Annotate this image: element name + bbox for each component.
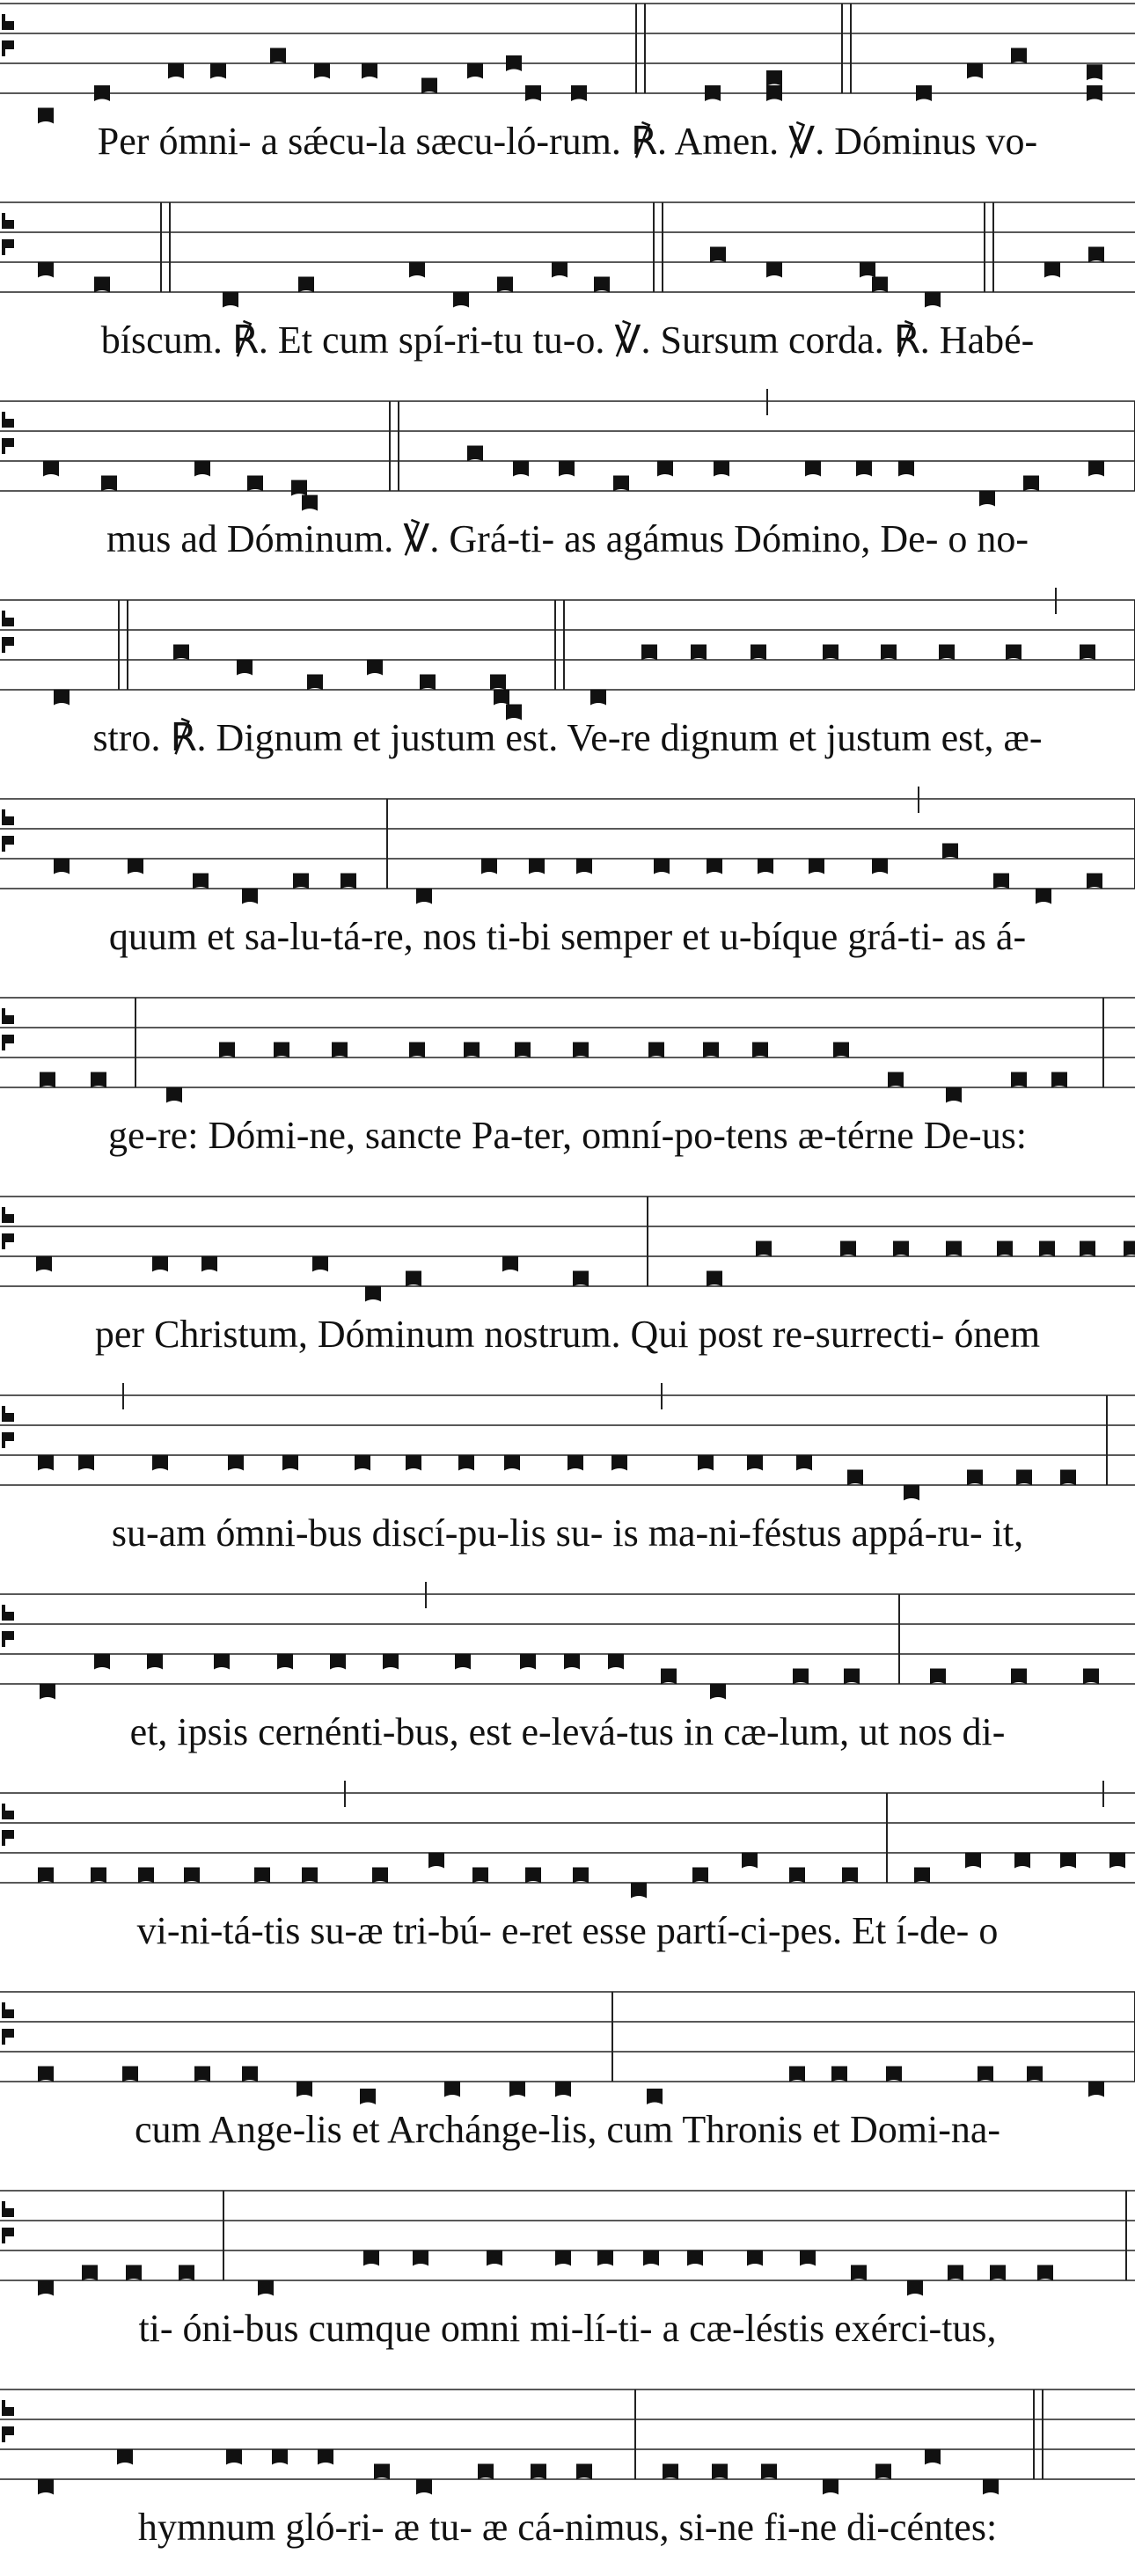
punctum-note: [513, 461, 529, 477]
staff-system: [0, 787, 1135, 904]
lyric-line-5: quum et sa-lu-tá-re, nos ti-bi semper et u-bíque grá-ti- as á-: [108, 915, 1027, 958]
punctum-note: [1087, 64, 1102, 80]
staff-system: [0, 1582, 1135, 1700]
punctum-note: [1039, 1241, 1055, 1257]
punctum-note: [687, 2250, 703, 2266]
punctum-note: [1016, 1470, 1032, 1486]
punctum-note: [1044, 262, 1060, 278]
c-clef-icon: [2, 2201, 14, 2243]
punctum-note: [590, 690, 606, 706]
punctum-note: [272, 2449, 288, 2465]
punctum-note: [355, 1455, 370, 1471]
punctum-note: [226, 2449, 242, 2465]
punctum-note: [793, 1669, 809, 1685]
lyric-line-9: et, ipsis cernénti-bus, est e-levá-tus in cæ-lum, ut nos di-: [129, 1710, 1006, 1753]
punctum-note: [714, 461, 729, 477]
punctum-note: [91, 1072, 106, 1088]
punctum-note: [247, 476, 263, 492]
punctum-note: [242, 2067, 258, 2082]
punctum-note: [705, 85, 721, 101]
punctum-note: [1037, 2265, 1053, 2281]
punctum-note: [1027, 2067, 1043, 2082]
punctum-note: [487, 2250, 502, 2266]
punctum-note: [214, 1654, 230, 1670]
punctum-note: [555, 2082, 571, 2097]
punctum-note: [38, 262, 54, 278]
punctum-note: [94, 1654, 110, 1670]
punctum-note: [481, 859, 497, 875]
punctum-note: [330, 1654, 346, 1670]
punctum-note: [416, 2479, 432, 2495]
punctum-note: [789, 1868, 805, 1884]
punctum-note: [608, 1654, 624, 1670]
punctum-note: [925, 2449, 941, 2465]
punctum-note: [506, 55, 522, 71]
punctum-note: [168, 63, 184, 79]
punctum-note: [631, 1883, 647, 1899]
punctum-note: [997, 1241, 1013, 1257]
punctum-note: [875, 2464, 891, 2480]
staff-system: [0, 1992, 1135, 2104]
punctum-note: [1080, 1241, 1095, 1257]
punctum-note: [314, 63, 330, 79]
punctum-note: [805, 461, 821, 477]
punctum-note: [573, 1868, 589, 1884]
punctum-note: [36, 1256, 52, 1272]
punctum-note: [948, 2265, 963, 2281]
punctum-note: [907, 2280, 923, 2296]
c-clef-icon: [2, 1207, 14, 1249]
lyric-line-10: vi-ni-tá-tis su-æ tri-bú- e-ret esse partí-ci-pes. Et í-de- o: [136, 1909, 999, 1952]
lyric-line-13: hymnum gló-ri- æ tu- æ cá-nimus, si-ne fi-ne di-céntes:: [137, 2506, 998, 2549]
punctum-note: [529, 859, 545, 875]
punctum-note: [502, 1256, 518, 1272]
punctum-note: [383, 1654, 399, 1670]
punctum-note: [467, 446, 483, 462]
punctum-note: [515, 1043, 531, 1058]
punctum-note: [219, 1043, 235, 1058]
punctum-note: [340, 874, 356, 889]
punctum-note: [1124, 1241, 1135, 1257]
punctum-note: [413, 2250, 428, 2266]
punctum-note: [766, 70, 782, 86]
punctum-note: [210, 63, 226, 79]
punctum-note: [228, 1455, 244, 1471]
punctum-note: [888, 1072, 904, 1088]
punctum-note: [657, 461, 673, 477]
punctum-note: [568, 1455, 583, 1471]
punctum-note: [576, 859, 592, 875]
punctum-note: [942, 844, 958, 860]
punctum-note: [710, 1684, 726, 1700]
c-clef-icon: [2, 412, 14, 454]
punctum-note: [416, 889, 432, 904]
staff-system: [0, 588, 1135, 721]
punctum-note: [409, 262, 425, 278]
punctum-note: [201, 1256, 217, 1272]
punctum-note: [242, 889, 258, 904]
punctum-note: [993, 874, 1009, 889]
punctum-note: [710, 247, 726, 263]
punctum-note: [904, 1485, 919, 1501]
punctum-note: [490, 675, 506, 691]
punctum-note: [789, 2067, 805, 2082]
punctum-note: [707, 1271, 722, 1287]
punctum-note: [365, 1286, 381, 1302]
punctum-note: [978, 2067, 993, 2082]
punctum-note: [833, 1043, 849, 1058]
punctum-note: [823, 645, 838, 661]
c-clef-icon: [2, 14, 14, 56]
punctum-note: [147, 1654, 163, 1670]
staff-system: [0, 389, 1135, 511]
staff-system: [0, 2191, 1135, 2296]
punctum-note: [291, 480, 307, 496]
punctum-note: [712, 2464, 728, 2480]
punctum-note: [223, 292, 238, 308]
punctum-note: [464, 1043, 480, 1058]
punctum-note: [318, 2449, 333, 2465]
punctum-note: [916, 85, 932, 101]
punctum-note: [38, 1868, 54, 1884]
punctum-note: [152, 1256, 168, 1272]
c-clef-icon: [2, 2400, 14, 2442]
punctum-note: [872, 859, 888, 875]
punctum-note: [504, 1455, 520, 1471]
punctum-note: [946, 1087, 962, 1103]
punctum-note: [362, 63, 377, 79]
punctum-note: [531, 2464, 546, 2480]
punctum-note: [128, 859, 143, 875]
punctum-note: [54, 859, 70, 875]
punctum-note: [752, 1043, 768, 1058]
punctum-note: [691, 645, 707, 661]
punctum-note: [1060, 1470, 1076, 1486]
punctum-note: [43, 461, 59, 477]
punctum-note: [420, 675, 436, 691]
punctum-note: [194, 2067, 210, 2082]
punctum-note: [573, 1043, 589, 1058]
punctum-note: [856, 461, 872, 477]
punctum-note: [1036, 889, 1051, 904]
punctum-note: [297, 2082, 312, 2097]
punctum-note: [194, 461, 210, 477]
punctum-note: [1080, 645, 1095, 661]
punctum-note: [796, 1455, 812, 1471]
punctum-note: [1060, 1853, 1076, 1869]
punctum-note: [1006, 645, 1022, 661]
punctum-note: [1083, 1669, 1099, 1685]
punctum-note: [886, 2067, 902, 2082]
punctum-note: [101, 476, 117, 492]
punctum-note: [611, 1455, 627, 1471]
punctum-note: [761, 2464, 777, 2480]
punctum-note: [1088, 247, 1104, 263]
c-clef-icon: [2, 213, 14, 255]
punctum-note: [293, 874, 309, 889]
punctum-note: [312, 1256, 328, 1272]
punctum-note: [860, 262, 875, 278]
punctum-note: [1011, 1072, 1027, 1088]
punctum-note: [302, 1868, 318, 1884]
punctum-note: [428, 1853, 444, 1869]
punctum-note: [573, 1271, 589, 1287]
punctum-note: [478, 2464, 494, 2480]
punctum-note: [1087, 85, 1102, 101]
lyric-line-1: Per ómni- a sǽcu-la sæcu-ló-rum. ℟. Amen. ℣. Dóminus vo-: [97, 120, 1038, 163]
lyric-line-12: ti- óni-bus cumque omni mi-lí-ti- a cæ-léstis exérci-tus,: [138, 2307, 997, 2350]
punctum-note: [641, 645, 657, 661]
punctum-note: [939, 645, 955, 661]
punctum-note: [406, 1455, 421, 1471]
punctum-note: [82, 2265, 98, 2281]
punctum-note: [363, 2250, 379, 2266]
punctum-note: [94, 85, 110, 101]
punctum-note: [374, 2464, 390, 2480]
punctum-note: [455, 1654, 471, 1670]
punctum-note: [193, 874, 209, 889]
punctum-note: [571, 85, 587, 101]
punctum-note: [990, 2265, 1006, 2281]
punctum-note: [893, 1241, 909, 1257]
lyric-line-3: mus ad Dóminum. ℣. Grá-ti- as agámus Dómino, De- o no-: [106, 517, 1029, 560]
punctum-note: [898, 461, 914, 477]
punctum-note: [367, 660, 383, 676]
punctum-note: [1087, 874, 1102, 889]
c-clef-icon: [2, 1008, 14, 1050]
punctum-note: [166, 1087, 182, 1103]
punctum-note: [930, 1669, 946, 1685]
punctum-note: [122, 2067, 138, 2082]
punctum-note: [847, 1470, 863, 1486]
punctum-note: [751, 645, 766, 661]
punctum-note: [258, 2280, 274, 2296]
staff-system: [0, 4, 1135, 124]
punctum-note: [758, 859, 773, 875]
punctum-note: [1023, 476, 1039, 492]
punctum-note: [332, 1043, 348, 1058]
punctum-note: [707, 859, 722, 875]
punctum-note: [946, 1241, 962, 1257]
punctum-note: [525, 85, 541, 101]
punctum-note: [184, 1868, 200, 1884]
punctum-note: [559, 461, 575, 477]
punctum-note: [851, 2265, 867, 2281]
punctum-note: [421, 78, 437, 94]
punctum-note: [576, 2464, 592, 2480]
punctum-note: [277, 1654, 293, 1670]
punctum-note: [823, 2479, 838, 2495]
punctum-note: [747, 1455, 763, 1471]
punctum-note: [1088, 2082, 1104, 2097]
punctum-note: [38, 2479, 54, 2495]
punctum-note: [564, 1654, 580, 1670]
staff-system: [0, 2389, 1135, 2495]
punctum-note: [844, 1669, 860, 1685]
punctum-note: [831, 2067, 847, 2082]
punctum-note: [756, 1241, 772, 1257]
staff-system: [0, 1781, 1135, 1899]
punctum-note: [914, 1868, 930, 1884]
punctum-note: [597, 2250, 613, 2266]
punctum-note: [979, 491, 995, 507]
c-clef-icon: [2, 2002, 14, 2045]
punctum-note: [173, 645, 189, 661]
punctum-note: [91, 1868, 106, 1884]
staff-system: [0, 202, 1135, 308]
punctum-note: [1051, 1072, 1067, 1088]
punctum-note: [613, 476, 629, 492]
punctum-note: [38, 2280, 54, 2296]
punctum-note: [179, 2265, 194, 2281]
punctum-note: [663, 2464, 678, 2480]
punctum-note: [594, 277, 610, 293]
punctum-note: [800, 2250, 816, 2266]
c-clef-icon: [2, 1804, 14, 1846]
punctum-note: [497, 277, 513, 293]
punctum-note: [648, 1043, 664, 1058]
punctum-note: [872, 277, 888, 293]
punctum-note: [525, 1868, 541, 1884]
c-clef-icon: [2, 1605, 14, 1647]
punctum-note: [842, 1868, 858, 1884]
punctum-note: [372, 1868, 388, 1884]
punctum-note: [409, 1043, 425, 1058]
punctum-note: [138, 1868, 154, 1884]
lyric-line-7: per Christum, Dóminum nostrum. Qui post re-surrecti- ónem: [94, 1313, 1041, 1356]
staff-system: [0, 1383, 1135, 1501]
lyric-line-2: bíscum. ℟. Et cum spí-ri-tu tu-o. ℣. Sursum corda. ℟. Habé-: [100, 318, 1035, 362]
punctum-note: [298, 277, 314, 293]
punctum-note: [40, 1684, 55, 1700]
punctum-note: [78, 1455, 94, 1471]
punctum-note: [126, 2265, 142, 2281]
punctum-note: [742, 1853, 758, 1869]
punctum-note: [766, 85, 782, 101]
c-clef-icon: [2, 611, 14, 653]
punctum-note: [881, 645, 897, 661]
punctum-note: [472, 1868, 488, 1884]
punctum-note: [809, 859, 824, 875]
punctum-note: [38, 1455, 54, 1471]
punctum-note: [766, 262, 782, 278]
punctum-note: [1109, 1853, 1125, 1869]
punctum-note: [967, 63, 983, 79]
punctum-note: [40, 1072, 55, 1088]
punctum-note: [254, 1868, 270, 1884]
punctum-note: [453, 292, 469, 308]
punctum-note: [54, 690, 70, 706]
punctum-note: [840, 1241, 856, 1257]
punctum-note: [1011, 48, 1027, 64]
punctum-note: [1011, 1669, 1027, 1685]
punctum-note: [965, 1853, 981, 1869]
punctum-note: [38, 2067, 54, 2082]
punctum-note: [467, 63, 483, 79]
punctum-note: [494, 690, 509, 706]
punctum-note: [703, 1043, 719, 1058]
lyric-line-8: su-am ómni-bus discí-pu-lis su- is ma-ni-féstus appá-ru- it,: [111, 1511, 1024, 1555]
c-clef-icon: [2, 809, 14, 852]
punctum-note: [983, 2479, 999, 2495]
punctum-note: [698, 1455, 714, 1471]
punctum-note: [307, 675, 323, 691]
lyric-line-11: cum Ange-lis et Archánge-lis, cum Thronis et Domi-na-: [134, 2108, 1001, 2151]
punctum-note: [747, 2250, 763, 2266]
punctum-note: [444, 2082, 460, 2097]
c-clef-icon: [2, 1406, 14, 1448]
punctum-note: [94, 277, 110, 293]
punctum-note: [643, 2250, 659, 2266]
punctum-note: [406, 1271, 421, 1287]
punctum-note: [654, 859, 670, 875]
punctum-note: [509, 2082, 525, 2097]
punctum-note: [1088, 461, 1104, 477]
punctum-note: [520, 1654, 536, 1670]
punctum-note: [270, 48, 286, 64]
punctum-note: [967, 1470, 983, 1486]
punctum-note: [274, 1043, 289, 1058]
staff-system: [0, 998, 1135, 1103]
punctum-note: [237, 660, 253, 676]
punctum-note: [1014, 1853, 1030, 1869]
punctum-note: [282, 1455, 298, 1471]
punctum-note: [661, 1669, 677, 1685]
staff-system: [0, 1197, 1135, 1302]
punctum-note: [925, 292, 941, 308]
punctum-note: [152, 1455, 168, 1471]
punctum-note: [555, 2250, 571, 2266]
punctum-note: [117, 2449, 133, 2465]
punctum-note: [692, 1868, 708, 1884]
punctum-note: [552, 262, 568, 278]
lyric-line-4: stro. ℟. Dignum et justum est. Ve-re dignum et justum est, æ-: [92, 716, 1043, 759]
punctum-note: [458, 1455, 474, 1471]
lyric-line-6: ge-re: Dómi-ne, sancte Pa-ter, omní-po-tens æ-térne De-us:: [107, 1114, 1028, 1157]
